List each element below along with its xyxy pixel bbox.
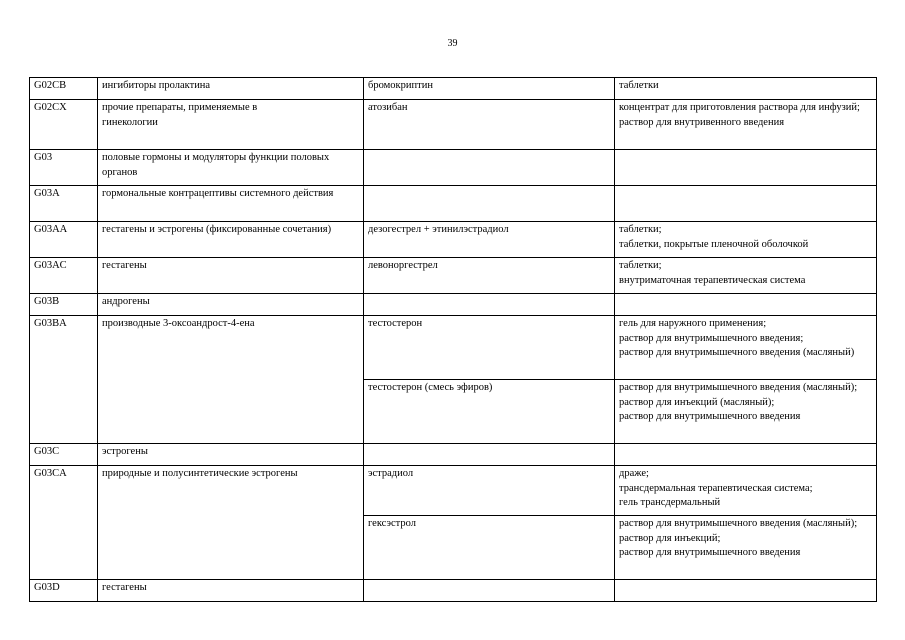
dosage-form-line: таблетки; (619, 260, 662, 271)
substance-cell (364, 294, 615, 316)
dosage-form-line: таблетки, покрытые пленочной оболочкой (619, 238, 809, 250)
atc-code-cell: G03D (30, 580, 98, 602)
dosage-form-cell (615, 316, 877, 380)
page-number: 39 (447, 38, 458, 49)
dosage-form-line: внутриматочная терапевтическая система (619, 274, 806, 286)
atc-name-cell (98, 100, 364, 150)
dosage-form-line: таблетки (619, 80, 659, 91)
substance-cell: бромокриптин (364, 78, 615, 100)
dosage-form-line: таблетки; (619, 224, 662, 235)
atc-name-cell: производные 3-оксоандрост-4-ена (98, 316, 364, 444)
dosage-form-cell (615, 78, 877, 100)
dosage-form-cell (615, 100, 877, 150)
dosage-form-cell (615, 580, 877, 602)
substance-cell: дезогестрел + этинилэстрадиол (364, 222, 615, 258)
atc-code-cell: G03BA (30, 316, 98, 444)
dosage-form-cell (615, 222, 877, 258)
substance-cell (364, 186, 615, 222)
dosage-form-line: драже; (619, 468, 649, 479)
dosage-form-cell (615, 150, 877, 186)
dosage-form-cell (615, 466, 877, 516)
table-row (30, 580, 877, 602)
dosage-form-line: раствор для инъекций (масляный); (619, 396, 775, 408)
atc-code-cell: G03A (30, 186, 98, 222)
atc-name-cell: эстрогены (98, 444, 364, 466)
substance-cell: тестостерон (364, 316, 615, 380)
substance-cell: атозибан (364, 100, 615, 150)
dosage-form-line: раствор для внутримышечного введения (619, 547, 801, 558)
table-row (30, 294, 877, 316)
table-row (30, 258, 877, 294)
dosage-form-cell (615, 444, 877, 466)
atc-name-cell (98, 150, 364, 186)
dosage-form-cell (615, 516, 877, 580)
dosage-form-line: гель для наружного применения; (619, 318, 767, 329)
substance-cell (364, 580, 615, 602)
dosage-form-line: раствор для внутримышечного введения (масляный); (619, 518, 858, 529)
atc-name-cell: гестагены (98, 580, 364, 602)
atc-name-text: половые гормоны и модуляторы функции половых органов (102, 152, 330, 178)
substance-cell: гексэстрол (364, 516, 615, 580)
atc-name-text: прочие препараты, применяемые в гинекологии (102, 102, 258, 128)
atc-code-cell: G03C (30, 444, 98, 466)
dosage-form-line: раствор для внутримышечного введения (масляный) (619, 347, 855, 358)
dosage-form-cell (615, 186, 877, 222)
dosage-form-cell (615, 258, 877, 294)
dosage-form-line: раствор для инъекций; (619, 532, 721, 544)
dosage-form-line: гель трансдермальный (619, 497, 721, 508)
dosage-form-line: концентрат для приготовления раствора для инфузий; (619, 102, 860, 113)
dosage-form-line: раствор для внутримышечного введения (619, 411, 801, 422)
dosage-form-line: раствор для внутримышечного введения; (619, 332, 804, 344)
drug-classification-table (29, 77, 877, 602)
table-row (30, 444, 877, 466)
atc-name-cell (98, 222, 364, 258)
atc-name-cell (98, 186, 364, 222)
atc-name-text: гормональные контрацептивы системного действия (102, 188, 334, 199)
substance-cell (364, 150, 615, 186)
table-row (30, 150, 877, 186)
atc-code-cell: G03 (30, 150, 98, 186)
substance-cell: эстрадиол (364, 466, 615, 516)
atc-name-text: гестагены и эстрогены (фиксированные сочетания) (102, 224, 332, 235)
dosage-form-line: трансдермальная терапевтическая система; (619, 482, 813, 494)
atc-name-cell: природные и полусинтетические эстрогены (98, 466, 364, 580)
table-row (30, 78, 877, 100)
dosage-form-cell (615, 294, 877, 316)
table-row (30, 316, 877, 380)
atc-name-cell: ингибиторы пролактина (98, 78, 364, 100)
atc-code-cell: G03AC (30, 258, 98, 294)
substance-cell: левоноргестрел (364, 258, 615, 294)
atc-code-cell: G03AA (30, 222, 98, 258)
table-row (30, 466, 877, 516)
substance-cell (364, 444, 615, 466)
substance-cell: тестостерон (смесь эфиров) (364, 380, 615, 444)
atc-name-cell: гестагены (98, 258, 364, 294)
atc-code-cell: G02CB (30, 78, 98, 100)
atc-code-cell: G02CX (30, 100, 98, 150)
dosage-form-line: раствор для внутримышечного введения (масляный); (619, 382, 858, 393)
atc-code-cell: G03B (30, 294, 98, 316)
table-row (30, 186, 877, 222)
atc-code-cell: G03CA (30, 466, 98, 580)
table-row (30, 100, 877, 150)
table-row (30, 222, 877, 258)
atc-name-cell: андрогены (98, 294, 364, 316)
dosage-form-cell (615, 380, 877, 444)
dosage-form-line: раствор для внутривенного введения (619, 116, 785, 128)
